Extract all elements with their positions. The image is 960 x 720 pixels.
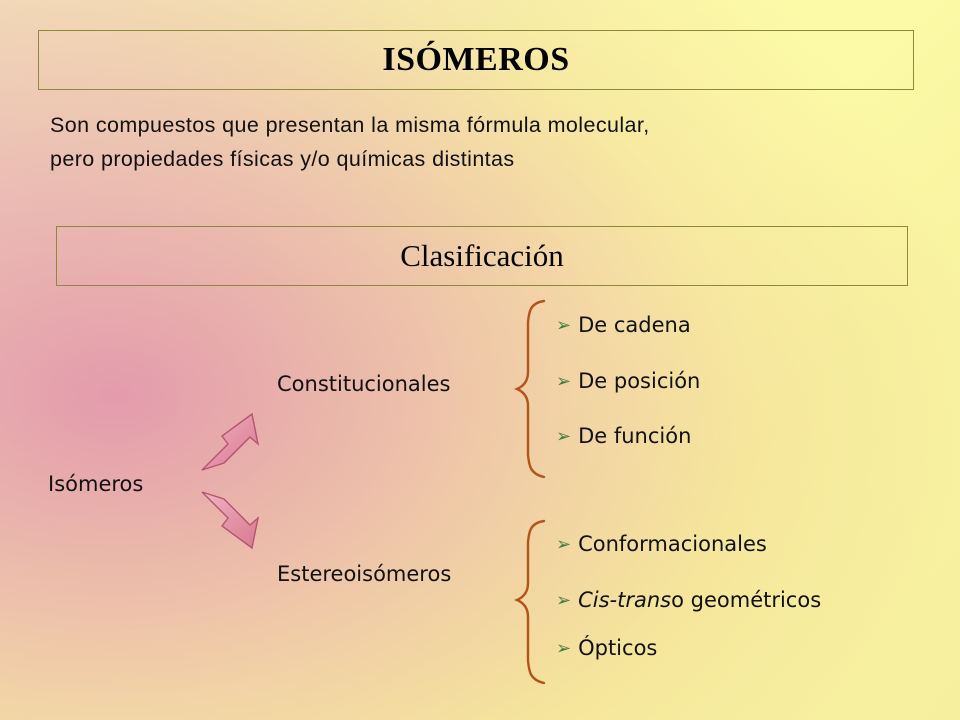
list-item-label: De posición [578, 369, 701, 393]
list-item-label: De cadena [578, 313, 691, 337]
brace-stereoisomer-icon [517, 521, 544, 683]
classification-box [56, 226, 908, 286]
definition-line-1: Son compuestos que presentan la misma fórmula molecular, [50, 113, 650, 137]
classification-heading: Clasificación [400, 238, 564, 273]
definition-line-2: pero propiedades físicas y/o químicas distintas [50, 147, 515, 171]
arrow-bullet-icon: ➢ [556, 590, 572, 611]
brace-constitutional-icon [517, 301, 544, 477]
list-item [556, 424, 691, 448]
list-item [556, 636, 657, 660]
definition-text [50, 108, 750, 176]
list-item-label-emphasis: Cis-trans [578, 588, 672, 612]
diagram-branch-label-estereoisomeros: Estereoisómeros [277, 562, 452, 586]
diagram-branch-label-constitucionales: Constitucionales [277, 372, 451, 396]
list-item [556, 313, 691, 337]
arrow-up-icon [202, 414, 258, 470]
title-box [38, 30, 914, 90]
list-item-label: Ópticos [578, 636, 658, 660]
list-item [556, 369, 700, 393]
arrow-bullet-icon: ➢ [556, 371, 572, 392]
list-item [556, 588, 821, 612]
diagram-root-label: Isómeros [48, 472, 144, 496]
list-item-label: o geométricos [671, 588, 822, 612]
list-item-label: Conformacionales [578, 532, 767, 556]
arrow-down-icon [202, 492, 258, 548]
list-item-label: De función [578, 424, 692, 448]
list-item [556, 532, 767, 556]
arrow-bullet-icon: ➢ [556, 638, 572, 659]
arrow-bullet-icon: ➢ [556, 426, 572, 447]
arrow-bullet-icon: ➢ [556, 315, 572, 336]
arrow-bullet-icon: ➢ [556, 534, 572, 555]
page-title: ISÓMEROS [382, 41, 570, 78]
